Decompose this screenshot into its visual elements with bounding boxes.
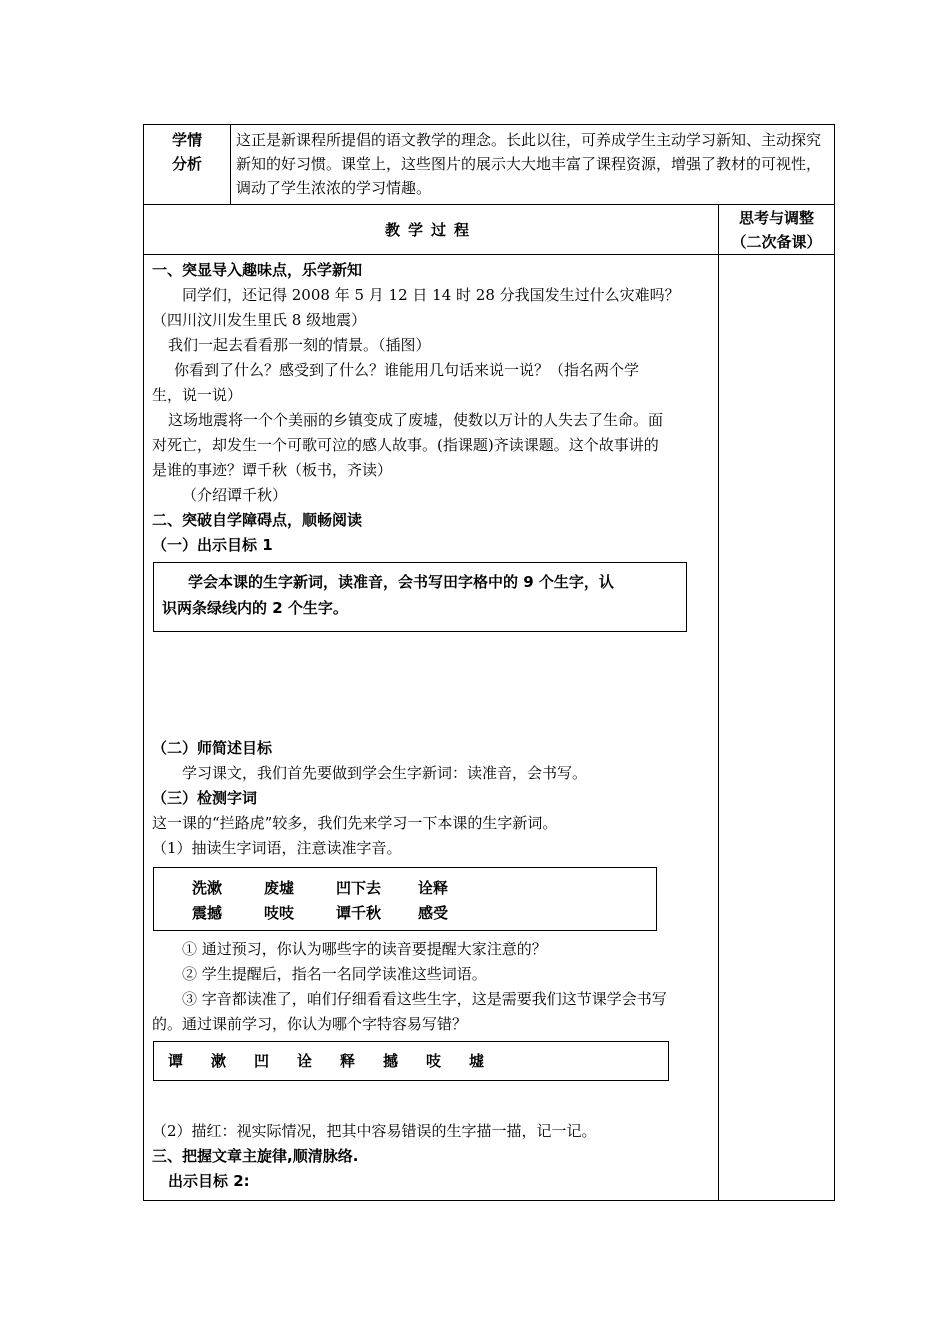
character: 谭 [168, 1052, 184, 1070]
vocabulary-row [192, 901, 656, 926]
character: 释 [340, 1052, 356, 1070]
section3-heading: 三、把握文章主旋律,顺清脉络. [152, 1147, 359, 1165]
analysis-label-line2: 分析 [171, 155, 202, 173]
section2-paragraph: 学习课文，我们首先要做到学会生字新词：读准音，会书写。 [182, 764, 588, 782]
section2-heading: 二、突破自学障碍点，顺畅阅读 [152, 511, 363, 529]
step2-text: （2）描红：视实际情况，把其中容易错误的生字描一描，记一记。 [152, 1122, 597, 1140]
analysis-label-line1: 学情 [171, 131, 202, 149]
analysis-text-cell [231, 125, 835, 205]
character: 墟 [469, 1052, 485, 1070]
side-title-line2: （二次备课） [731, 233, 822, 251]
goal1-box [153, 562, 687, 632]
character: 吱 [426, 1052, 442, 1070]
side-title-line1: 思考与调整 [739, 209, 815, 227]
section1-paragraph: 我们一起去看看那一刻的情景。（插图） [168, 336, 431, 354]
analysis-row [144, 125, 835, 205]
vocabulary-word: 凹下去 [336, 879, 382, 897]
vocabulary-word: 感受 [418, 904, 449, 922]
section2-subheading: （二）师简述目标 [152, 739, 273, 757]
character: 凹 [254, 1052, 270, 1070]
process-content-cell [144, 255, 719, 1201]
vocabulary-word: 吱吱 [264, 904, 295, 922]
analysis-text: 这正是新课程所提倡的语文教学的理念。长此以往，可养成学生主动学习新知、主动探究新知的好习惯。课堂上，这些图片的展示大大地丰富了课程资源，增强了教材的可视性，调动了学生浓浓的学习情趣。 [236, 131, 822, 197]
goal2-label: 出示目标 2: [168, 1172, 250, 1190]
character: 诠 [297, 1052, 313, 1070]
section1-paragraph: （四川汶川发生里氏 8 级地震） [152, 311, 367, 329]
question-item: ③ 字音都读准了，咱们仔细看看这些生字，这是需要我们这节课学会书写 [182, 990, 667, 1008]
second-prep-notes-cell [719, 255, 835, 1201]
section1-paragraph: 是谁的事迹？谭千秋（板书，齐读） [152, 461, 393, 479]
vocabulary-word: 诠释 [418, 879, 449, 897]
goal1-text: 识两条绿线内的 2 个生字。 [162, 599, 348, 617]
vocabulary-row [192, 876, 656, 901]
process-content-row [144, 255, 835, 1201]
lesson-plan-table [143, 124, 835, 1201]
vocabulary-box [153, 867, 657, 931]
character: 撼 [383, 1052, 399, 1070]
section1-paragraph: 对死亡，却发生一个可歌可泣的感人故事。(指课题)齐读课题。这个故事讲的 [152, 436, 659, 454]
section1-paragraph: 同学们，还记得 2008 年 5 月 12 日 14 时 28 分我国发生过什么灾难吗？ [182, 286, 680, 304]
blank-space [152, 1081, 712, 1119]
process-header-row [144, 205, 835, 255]
character: 漱 [211, 1052, 227, 1070]
section2-paragraph: 这一课的“拦路虎”较多，我们先来学习一下本课的生字新词。 [152, 814, 558, 832]
section1-paragraph: 你看到了什么？感受到了什么？谁能用几句话来说一说？（指名两个学 [174, 361, 640, 379]
analysis-label-cell [144, 125, 231, 205]
section2-subheading: （一）出示目标 1 [152, 536, 273, 554]
goal1-text: 学会本课的生字新词，读准音，会书写田字格中的 9 个生字，认 [188, 573, 614, 591]
section1-paragraph: 生，说一说） [152, 386, 243, 404]
character-box [153, 1041, 669, 1081]
section1-paragraph: 这场地震将一个个美丽的乡镇变成了废墟，使数以万计的人失去了生命。面 [168, 411, 664, 429]
vocabulary-word: 震撼 [192, 904, 223, 922]
section1-heading: 一、突显导入趣味点，乐学新知 [152, 261, 363, 279]
side-title-cell [719, 205, 835, 255]
vocabulary-word: 谭千秋 [336, 904, 382, 922]
process-title: 教学过程 [144, 205, 719, 255]
step1-text: （1）抽读生字词语，注意读准字音。 [152, 839, 402, 857]
blank-space [152, 632, 712, 736]
vocabulary-word: 废墟 [264, 879, 295, 897]
section1-paragraph: （介绍谭千秋） [182, 486, 288, 504]
vocabulary-word: 洗漱 [192, 879, 223, 897]
question-item: 的。通过课前学习，你认为哪个字特容易写错？ [152, 1015, 468, 1033]
question-item: ① 通过预习，你认为哪些字的读音要提醒大家注意的？ [182, 940, 547, 958]
question-item: ② 学生提醒后，指名一名同学读准这些词语。 [182, 965, 487, 983]
lesson-plan-page [143, 124, 834, 1201]
section2-subheading: （三）检测字词 [152, 789, 258, 807]
